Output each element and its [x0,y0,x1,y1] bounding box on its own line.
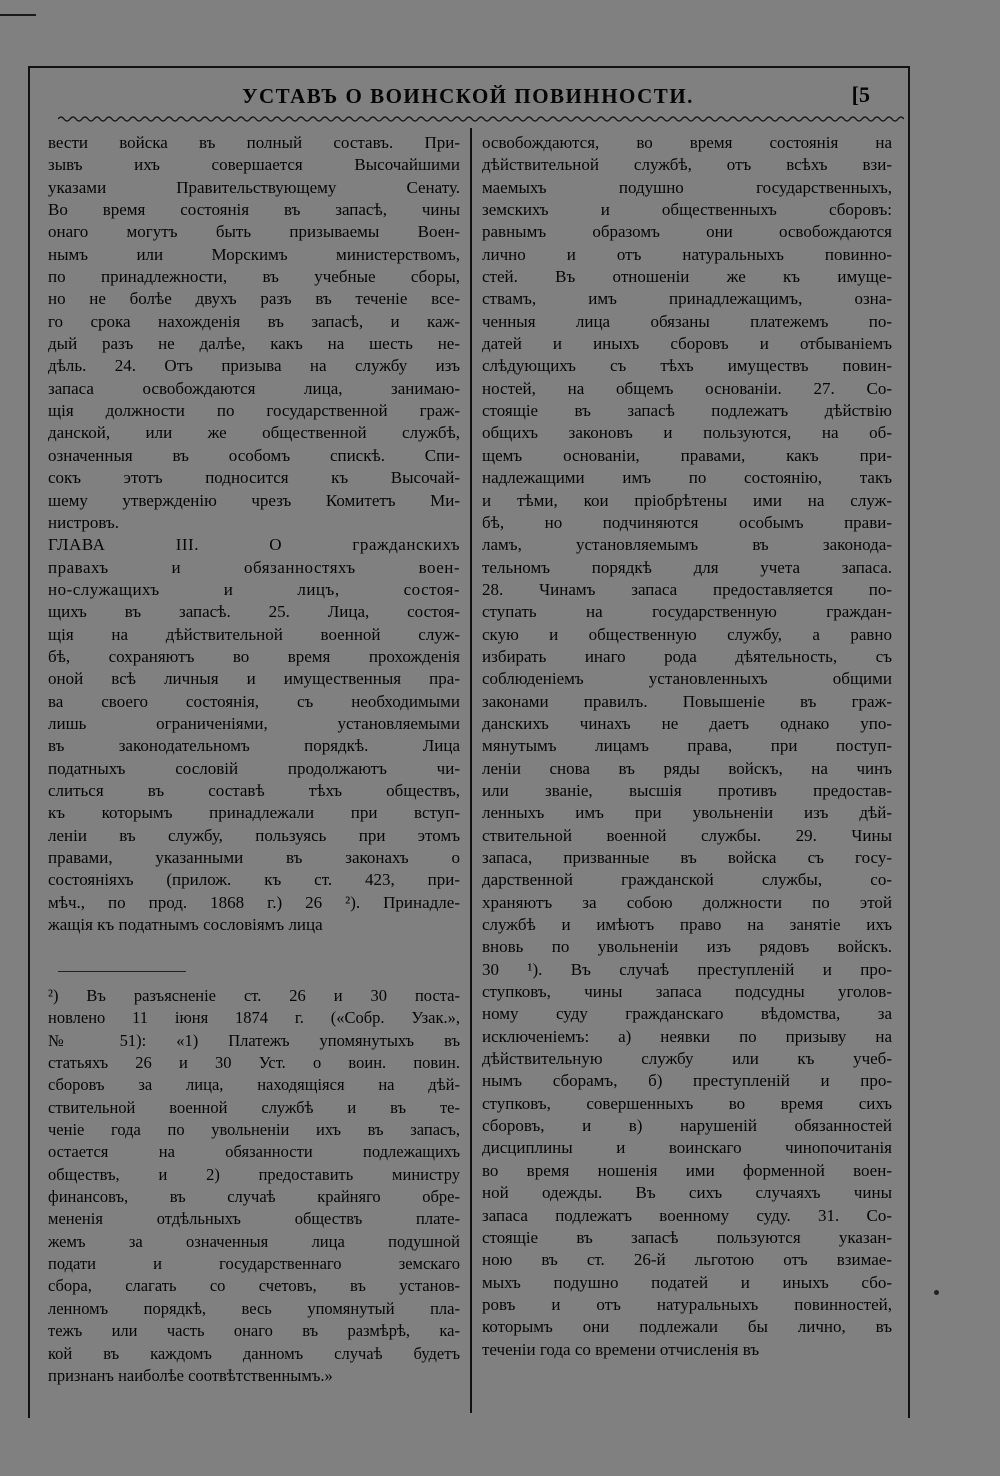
text-line: сборовъ за лица, находящіяся на дѣй- [48,1075,460,1095]
text-line: означенныя въ особомъ спискѣ. Спи- [48,445,460,465]
text-line: щія на дѣйствительной военной служ- [48,624,460,644]
text-line: слиться въ составѣ тѣхъ обществъ, [48,780,460,800]
text-line: данскихъ чинахъ не даетъ однако упо- [482,713,892,733]
text-line: ступковъ, чины запаса подсудны уголов- [482,982,892,1002]
right-column [482,132,892,1361]
text-line: обществъ, и 2) предоставить министру [48,1164,460,1184]
text-line: состояніяхъ (прилож. къ ст. 423, при- [48,870,460,890]
text-line: ченныя лица обязаны платежемъ по- [482,311,892,331]
text-line: Во время состоянія въ запасѣ, чины [48,200,460,220]
text-line: ступковъ, совершенныхъ во время сихъ [482,1093,892,1113]
text-line: вести войска въ полный составъ. При- [48,133,460,152]
text-line: ствительной военной службѣ и въ те- [48,1097,460,1117]
text-line: ной одежды. Въ сихъ случаяхъ чины [482,1183,892,1203]
text-line: ступать на государственную граждан- [482,602,892,622]
text-line: ровъ и отъ натуральныхъ повинностей, [482,1294,892,1314]
text-line: по принадлежности, въ учебные сборы, [48,267,460,287]
text-line: бѣ, сохраняютъ во время прохожденія [48,646,460,666]
text-line: дый разъ не далѣе, какъ на шесть не- [48,334,460,354]
text-line: стоящіе въ запасѣ подлежатъ дѣйствію [482,401,892,421]
text-line: датей и иныхъ сборовъ и отбываніемъ [482,334,892,354]
text-line: стей. Въ отношеніи же къ имуще- [482,267,892,287]
text-line: дисциплины и воинскаго чинопочитанія [482,1138,892,1158]
text-line: избирать инаго рода дѣятельность, съ [482,646,892,666]
left-column [48,132,460,936]
text-line: правахъ и обязанностяхъ воен- [48,557,460,577]
text-line: теченіи года со времени отчисленія въ [482,1339,760,1359]
text-line: кой въ каждомъ данномъ случаѣ будетъ [48,1343,460,1363]
text-line: ною въ ст. 26-й льготою отъ взимае- [482,1250,892,1270]
text-line: мѣч., по прод. 1868 г.) 26 ²). Принадле- [48,892,460,912]
text-line: соблюденіемъ установленныхъ общими [482,669,892,689]
text-line: зывъ ихъ совершается Высочайшими [48,155,460,175]
text-line: жемъ за означенныя лица подушной [48,1231,460,1251]
text-line: слѣдующихъ съ тѣхъ имуществъ повин- [482,356,892,376]
text-line: мененія отдѣльныхъ обществъ плате- [48,1209,460,1229]
text-line: податныхъ сословій продолжаютъ чи- [48,758,460,778]
text-line: скую и общественную службу, а равно [482,624,892,644]
text-line: которымъ они подлежали бы лично, въ [482,1317,892,1337]
text-line: лишь ограниченіями, установляемыми [48,713,460,733]
text-line: земскихъ и общественныхъ сборовъ: [482,200,892,220]
text-line: ²) Въ разъясненіе ст. 26 и 30 поста- [48,986,460,1005]
text-line: надлежащими имъ по состоянію, такъ [482,468,892,488]
text-line: къ которымъ принадлежали при вступ- [48,803,460,823]
page-number: [5 [851,82,870,107]
text-line: мянутымъ лицамъ права, при поступ- [482,736,892,756]
text-line: нистровъ. [48,512,120,532]
text-line: ностей, на общемъ основаніи. 27. Со- [482,378,892,398]
text-line: лично и отъ натуральныхъ повинно- [482,244,892,264]
text-line: леніи въ службу, пользуясь при этомъ [48,825,460,845]
text-line: но-служащихъ и лицъ, состоя- [48,579,460,599]
footnote [48,985,460,1387]
text-line: ченіе года по увольненіи ихъ въ запасъ, [48,1120,460,1140]
text-line: освобождаются, во время состоянія на [482,133,892,152]
text-line: № 51): «1) Платежъ упомянутыхъ въ [48,1030,460,1050]
text-line: ствамъ, имъ принадлежащимъ, озна- [482,289,892,309]
text-line: ленныхъ имъ при увольненіи изъ дѣй- [482,803,892,823]
wavy-rule [58,114,904,124]
text-line: 28. Чинамъ запаса предоставляется по- [482,579,892,599]
text-line: 30 ¹). Въ случаѣ преступленій и про- [482,959,892,979]
text-line: маемыхъ подушно государственныхъ, [482,177,892,197]
text-line: дѣль. 24. Отъ призыва на службу изъ [48,356,460,376]
text-line: во время ношенія ими форменной воен- [482,1160,892,1180]
text-line: нымъ сборамъ, б) преступленій и про- [482,1071,892,1091]
text-line: сбора, слагать со счетовъ, въ установ- [48,1276,460,1296]
footnote-rule [58,971,186,972]
text-line: правами, указанными въ законахъ о [48,848,460,867]
text-line: данской, или же общественной службѣ, [48,423,460,443]
text-line: исключеніемъ: а) неявки по призыву на [482,1026,892,1046]
ink-speck [934,1290,939,1295]
text-line: храняютъ за собою должности по этой [482,892,892,912]
text-line: бѣ, но подчиняются особымъ прави- [482,512,892,532]
text-line: дѣйствительной службѣ, отъ всѣхъ взи- [482,155,892,175]
text-line: щія должности по государственной граж- [48,401,460,421]
text-line: запаса освобождаются лица, занимаю- [48,378,460,398]
text-line: ленномъ порядкѣ, весь упомянутый пла- [48,1298,460,1318]
text-line: общихъ законовъ и пользуются, на об- [482,423,892,443]
text-line: сборовъ, и в) нарушеній обязанностей [482,1116,892,1136]
text-line: равнымъ образомъ они освобождаются [482,222,892,242]
text-line: или званіе, высшія противъ предостав- [482,780,892,800]
text-line: оной всѣ личныя и имущественныя пра- [48,669,460,689]
text-line: тельномъ порядкѣ для учета запаса. [482,557,892,577]
text-line: подати и государственнаго земскаго [48,1254,460,1274]
text-line: запаса, призванные въ войска съ госу- [482,848,892,867]
text-line: ному суду гражданскаго вѣдомства, за [482,1004,892,1024]
text-line: стоящіе въ запасѣ пользуются указан- [482,1227,892,1247]
text-line: дѣйствительную службу или къ учеб- [482,1049,892,1069]
text-line: въ законодательномъ порядкѣ. Лица [48,736,460,756]
text-line: леніи снова въ ряды войскъ, на чинъ [482,758,892,778]
text-line: щихъ въ запасѣ. 25. Лица, состоя- [48,602,460,622]
text-line: запаса подлежатъ военному суду. 31. Со- [482,1205,892,1225]
text-line: но не болѣе двухъ разъ въ теченіе все- [48,289,460,309]
text-line: мыхъ подушно податей и иныхъ сбо- [482,1272,892,1292]
text-line: новлено 11 іюня 1874 г. («Собр. Узак.», [48,1008,460,1028]
text-line: онаго могутъ быть призываемы Воен- [48,222,460,242]
text-line: нымъ или Морскимъ министерствомъ, [48,244,460,264]
text-line: тежъ или часть онаго въ размѣрѣ, ка- [48,1321,460,1341]
text-line: указами Правительствующему Сенату. [48,177,460,197]
text-line: ствительной военной службы. 29. Чины [482,825,892,845]
page-header [30,78,906,108]
text-line: сокъ этотъ подносится къ Высочай- [48,468,460,488]
text-line: ва своего состоянія, съ необходимыми [48,691,460,711]
text-line: статьяхъ 26 и 30 Уст. о воин. повин. [48,1053,460,1073]
text-line: ГЛАВА III. О гражданскихъ [48,535,460,555]
corner-mark [0,14,36,16]
text-line: службѣ и имѣютъ право на занятіе ихъ [482,915,892,935]
text-line: финансовъ, въ случаѣ крайняго обре- [48,1187,460,1207]
running-title: УСТАВЪ О ВОИНСКОЙ ПОВИННОСТИ. [242,84,694,108]
text-line: вновь по увольненіи изъ рядовъ войскъ. [482,937,892,957]
column-divider [470,128,472,1413]
text-line: законами правилъ. Повышеніе въ граж- [482,691,892,711]
text-line: щемъ основаніи, правами, какъ при- [482,445,892,465]
text-line: ламъ, установляемымъ въ законода- [482,535,892,555]
text-line: го срока нахожденія въ запасѣ, и каж- [48,311,460,331]
text-line: остается на обязанности подлежащихъ [48,1142,460,1162]
text-line: жащія къ податнымъ сословіямъ лица [48,915,323,935]
text-line: и тѣми, кои пріобрѣтены ими на служ- [482,490,892,510]
text-line: признанъ наиболѣе соотвѣтственнымъ.» [48,1365,333,1385]
text-line: шему утвержденію чрезъ Комитетъ Ми- [48,490,460,510]
text-line: дарственной гражданской службы, со- [482,870,892,890]
